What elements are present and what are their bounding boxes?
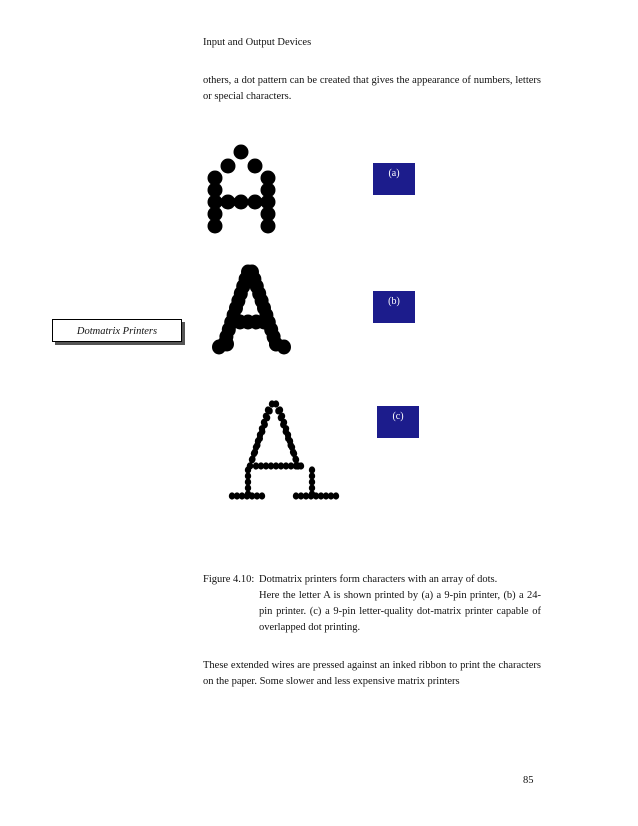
running-head: Input and Output Devices [203, 37, 312, 48]
print-dot [261, 219, 276, 234]
figure-label-b: (b) [373, 291, 415, 323]
caption-first-line: Dotmatrix printers form characters with an array of dots. [259, 574, 498, 585]
print-dot [293, 456, 299, 463]
print-dot [249, 456, 255, 463]
print-dot [248, 195, 263, 210]
print-dot [333, 492, 339, 499]
print-dot [259, 492, 265, 499]
print-dot [234, 145, 249, 160]
body-paragraph-bottom: These extended wires are pressed against an inked ribbon to print the characters on the paper. Some slower and less expensive matrix printers [203, 660, 541, 687]
print-dot [257, 315, 271, 330]
print-dot [220, 337, 234, 352]
print-dot [269, 337, 283, 352]
print-dot [221, 159, 236, 174]
nine-pin-letter-a [208, 145, 276, 234]
print-dot [221, 195, 236, 210]
body-paragraph-top: others, a dot pattern can be created that gives the appearance of numbers, letters or special characters. [203, 75, 541, 102]
print-dot [234, 195, 249, 210]
letter-quality-letter-a [229, 400, 339, 499]
page-number: 85 [523, 775, 534, 786]
print-dot [248, 159, 263, 174]
print-dot [298, 462, 304, 469]
figure-label-a: (a) [373, 163, 415, 195]
twenty-four-pin-letter-a [212, 265, 291, 355]
print-dot [273, 400, 279, 407]
caption-number: Figure 4.10: [203, 574, 255, 585]
figure-caption [203, 572, 541, 636]
margin-topic-label: Dotmatrix Printers [52, 319, 182, 342]
caption-continuation: Here the letter A is shown printed by (a) a 9-pin printer, (b) a 24-pin printer. (c) a 9-pin letter-quality dot-matrix printer capable of overlapped dot printing. [259, 590, 541, 633]
print-dot [208, 219, 223, 234]
figure-label-c: (c) [377, 406, 419, 438]
